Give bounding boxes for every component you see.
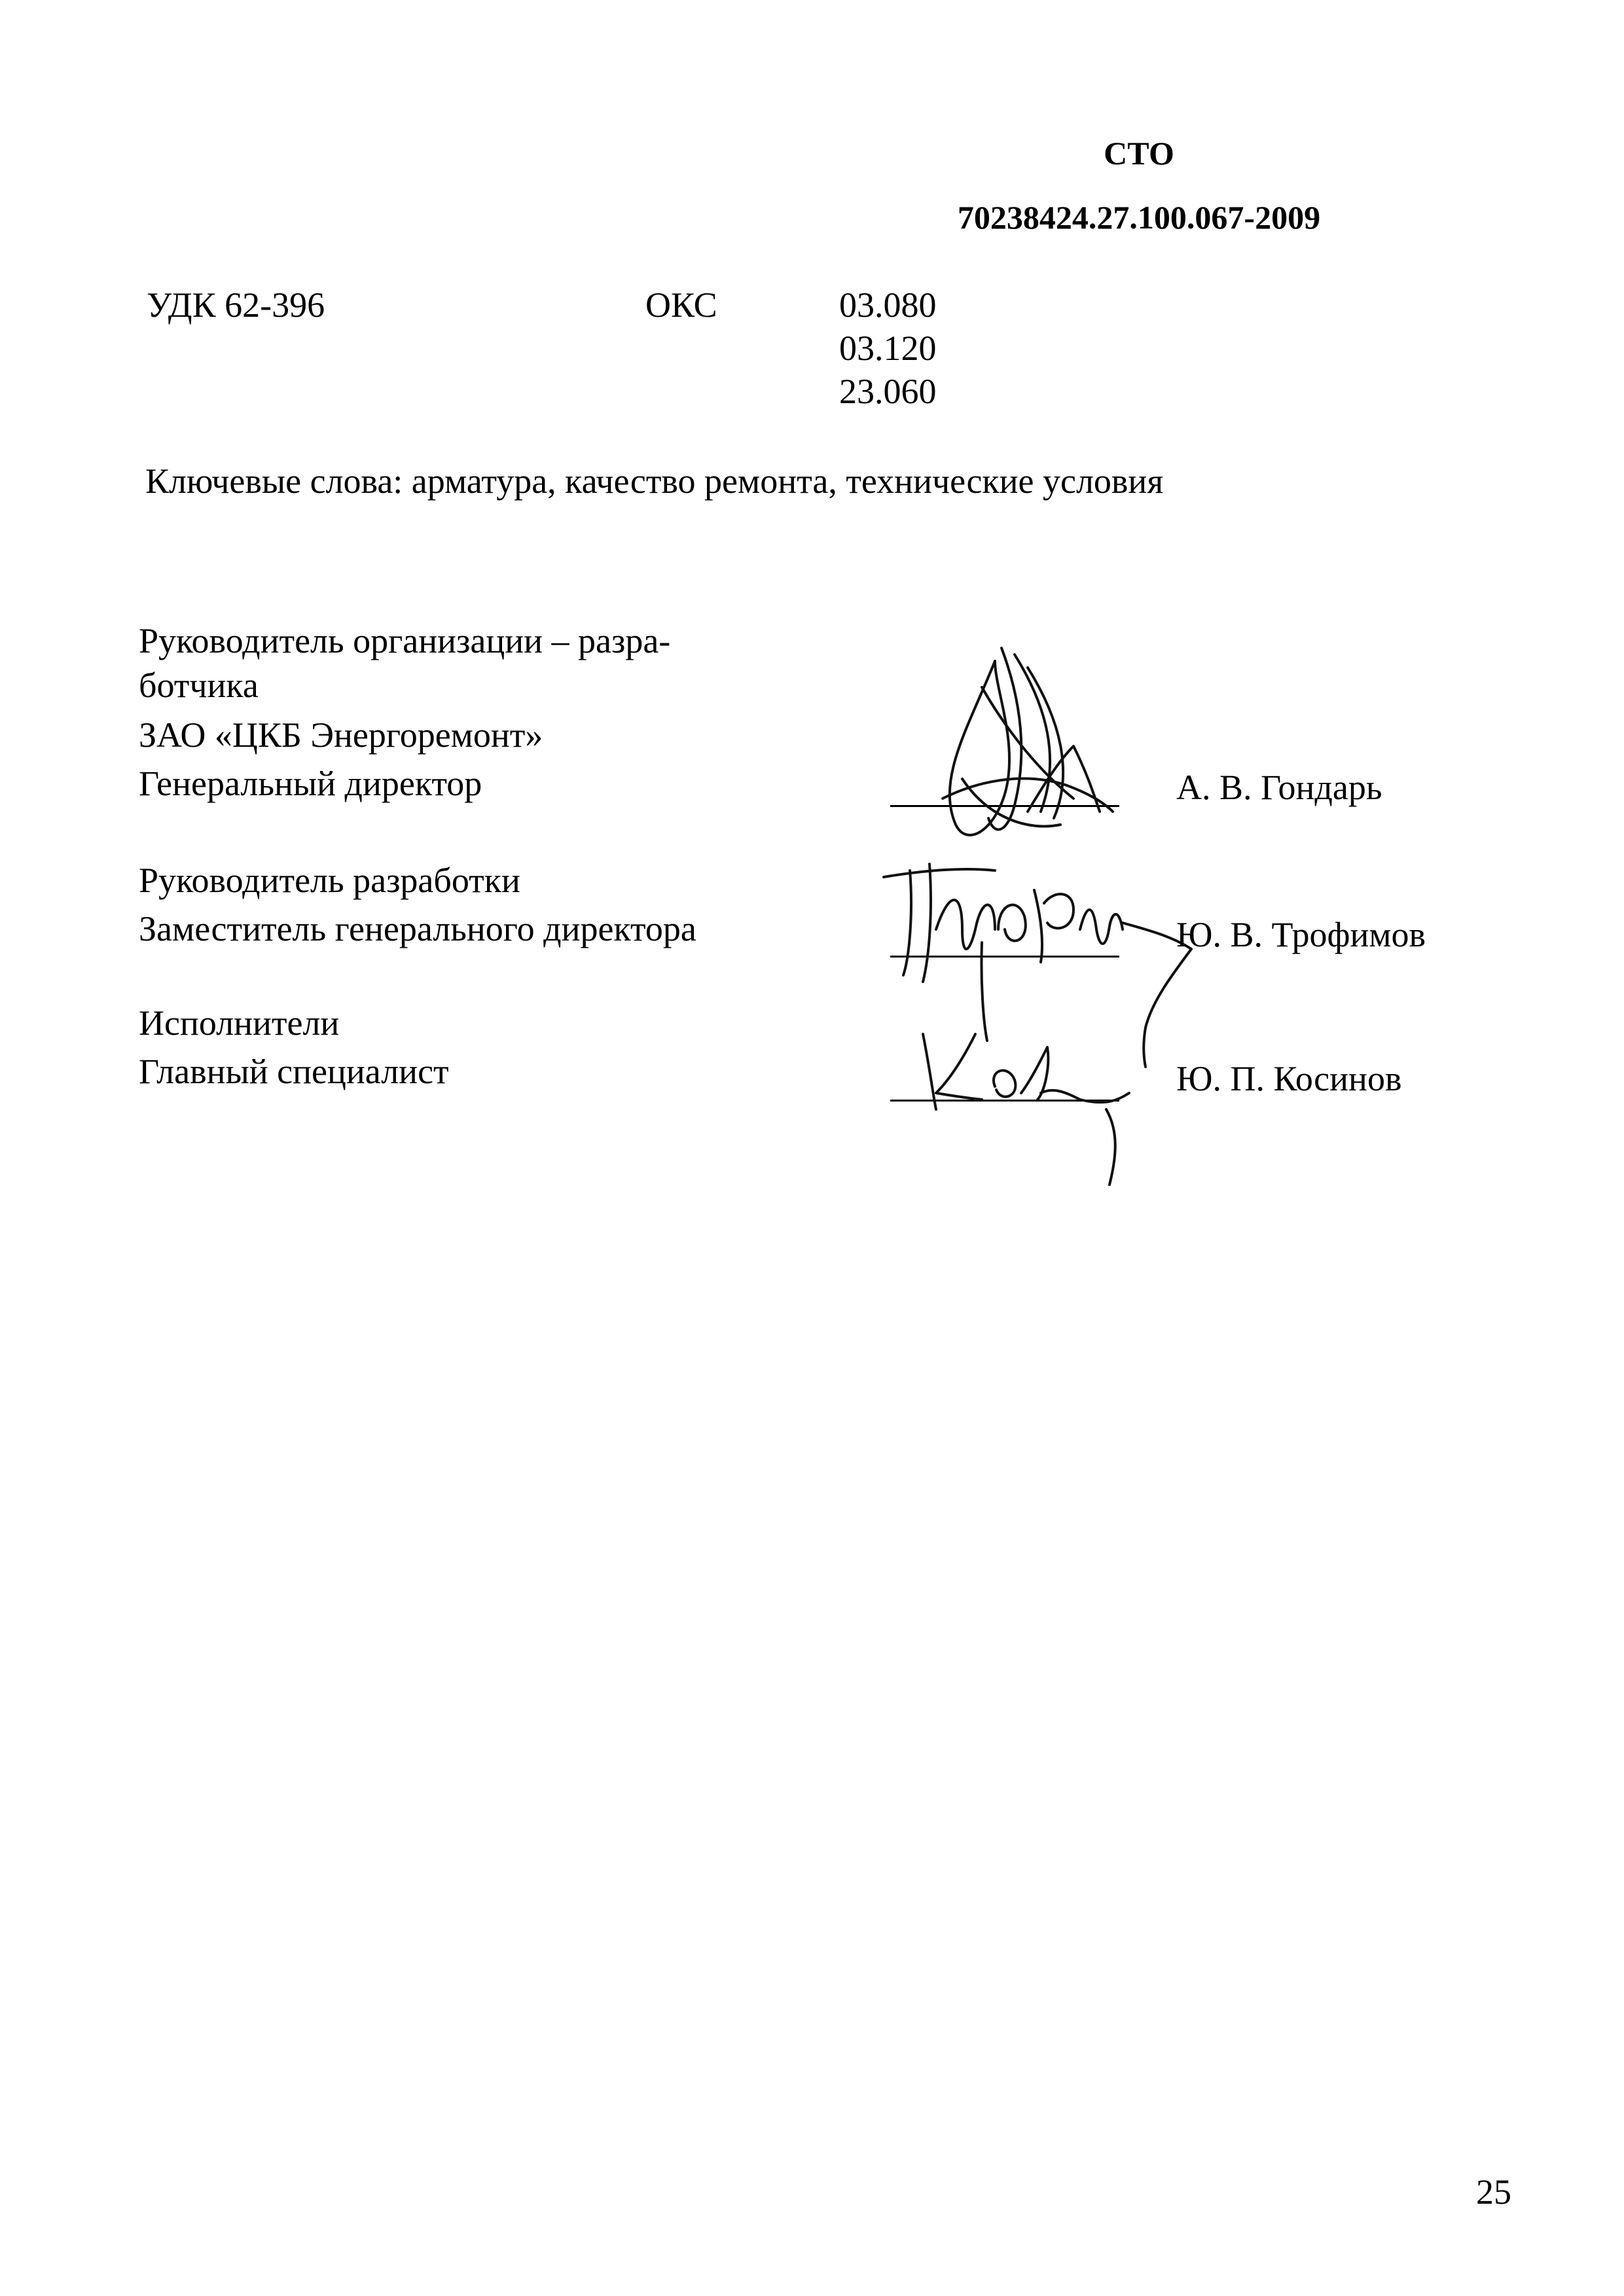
oks-code: 03.080: [839, 285, 937, 325]
signatory-role-line: Главный специалист: [139, 1052, 449, 1091]
signatory-name: Ю. В. Трофимов: [1176, 915, 1426, 954]
udk-code: УДК 62-396: [147, 285, 325, 325]
oks-code: 03.120: [839, 329, 937, 368]
signatory-role-line: ботчика: [139, 666, 259, 705]
signatory-role-line: ЗАО «ЦКБ Энергоремонт»: [139, 715, 543, 755]
keywords: Ключевые слова: арматура, качество ремонта, технические условия: [145, 461, 1164, 501]
oks-label: ОКС: [645, 285, 717, 325]
signatory-role-line: Генеральный директор: [139, 764, 482, 803]
oks-code: 23.060: [839, 372, 937, 411]
signatory-name: Ю. П. Косинов: [1176, 1059, 1402, 1098]
signatory-name: А. В. Гондарь: [1176, 768, 1382, 807]
standard-number: 70238424.27.100.067-2009: [957, 199, 1321, 236]
signatory-role-line: Заместитель генерального директора: [139, 909, 696, 948]
page-number: 25: [1476, 2172, 1511, 2212]
signatory-role-line: Руководитель разработки: [139, 861, 520, 900]
standard-label: СТО: [1104, 135, 1174, 171]
signatory-role-line: Исполнители: [139, 1003, 340, 1043]
signatory-role-line: Руководитель организации – разра-: [139, 621, 671, 660]
